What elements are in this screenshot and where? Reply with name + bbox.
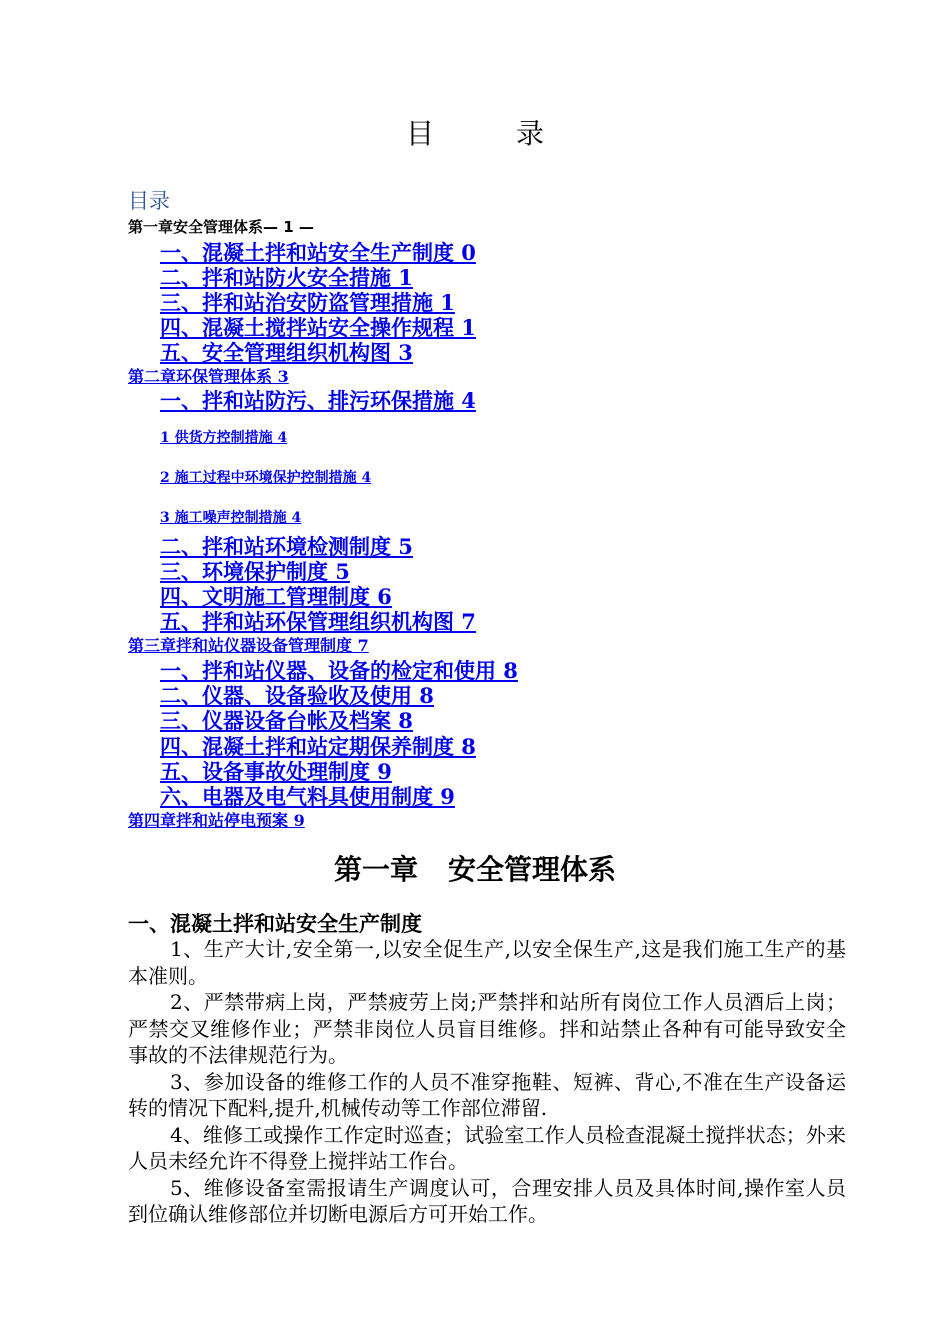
toc-link-ch2-item-4[interactable]: 四、文明施工管理制度 6 xyxy=(160,584,392,609)
toc-link-ch2-sub-3[interactable]: 3 施工噪声控制措施 4 xyxy=(160,510,302,526)
section-body xyxy=(128,936,846,1228)
paragraph: 2、严禁带病上岗，严禁疲劳上岗;严禁拌和站所有岗位工作人员酒后上岗；严禁交叉维修作业；严禁非岗位人员盲目维修。拌和站禁止各种有可能导致安全事故的不法律规范行为。 xyxy=(128,990,846,1067)
toc-link-ch2-item-5[interactable]: 五、拌和站环保管理组织机构图 7 xyxy=(160,609,476,634)
toc-link-chapter-2[interactable]: 第二章环保管理体系 3 xyxy=(128,367,289,386)
chapter-name: 安全管理体系 xyxy=(448,853,617,886)
toc-link-ch2-item-3[interactable]: 三、环境保护制度 5 xyxy=(160,559,350,584)
paragraph: 1、生产大计,安全第一,以安全促生产,以安全保生产,这是我们施工生产的基本准则。 xyxy=(128,937,846,988)
paragraph: 4、维修工或操作工作定时巡查；试验室工作人员检查混凝土搅拌状态；外来人员未经允许不得登上搅拌站工作台。 xyxy=(128,1122,846,1173)
paragraph: 3、参加设备的维修工作的人员不准穿拖鞋、短裤、背心,不准在生产设备运转的情况下配料,提升,机械传动等工作部位滞留. xyxy=(128,1069,846,1120)
toc-link-ch3-item-4[interactable]: 四、混凝土拌和站定期保养制度 8 xyxy=(160,734,476,759)
toc-link-ch1-item-1[interactable]: 一、混凝土拌和站安全生产制度 0 xyxy=(160,240,476,265)
section-title: 一、混凝土拌和站安全生产制度 xyxy=(128,911,422,936)
chapter-title xyxy=(0,848,950,888)
toc-link-ch1-item-3[interactable]: 三、拌和站治安防盗管理措施 1 xyxy=(160,290,455,315)
document-title-left: 目 xyxy=(405,117,434,150)
toc-link-ch1-item-4[interactable]: 四、混凝土搅拌站安全操作规程 1 xyxy=(160,315,476,340)
toc-heading: 目录 xyxy=(128,189,170,213)
toc-link-ch2-item-1[interactable]: 一、拌和站防污、排污环保措施 4 xyxy=(160,388,476,413)
toc-link-ch3-item-6[interactable]: 六、电器及电气料具使用制度 9 xyxy=(160,784,455,809)
toc-link-ch1-item-5[interactable]: 五、安全管理组织机构图 3 xyxy=(160,340,413,365)
toc-link-ch2-sub-2[interactable]: 2 施工过程中环境保护控制措施 4 xyxy=(160,470,372,486)
toc-link-ch2-item-2[interactable]: 二、拌和站环境检测制度 5 xyxy=(160,534,413,559)
toc-link-ch3-item-1[interactable]: 一、拌和站仪器、设备的检定和使用 8 xyxy=(160,658,518,683)
toc-link-ch2-sub-1[interactable]: 1 供货方控制措施 4 xyxy=(160,430,288,446)
toc-link-ch3-item-5[interactable]: 五、设备事故处理制度 9 xyxy=(160,759,392,784)
toc-link-chapter-4[interactable]: 第四章拌和站停电预案 9 xyxy=(128,811,305,830)
toc-link-ch1-item-2[interactable]: 二、拌和站防火安全措施 1 xyxy=(160,265,413,290)
paragraph: 5、维修设备室需报请生产调度认可，合理安排人员及具体时间,操作室人员到位确认维修部位并切断电源后方可开始工作。 xyxy=(128,1175,846,1226)
toc-link-ch3-item-3[interactable]: 三、仪器设备台帐及档案 8 xyxy=(160,708,413,733)
toc-chapter-1: 第一章安全管理体系— 1 — xyxy=(128,218,314,236)
toc-link-ch3-item-2[interactable]: 二、仪器、设备验收及使用 8 xyxy=(160,683,434,708)
toc-link-chapter-3[interactable]: 第三章拌和站仪器设备管理制度 7 xyxy=(128,636,369,655)
document-title xyxy=(0,112,950,152)
chapter-number: 第一章 xyxy=(333,853,418,886)
document-title-right: 录 xyxy=(516,117,545,150)
